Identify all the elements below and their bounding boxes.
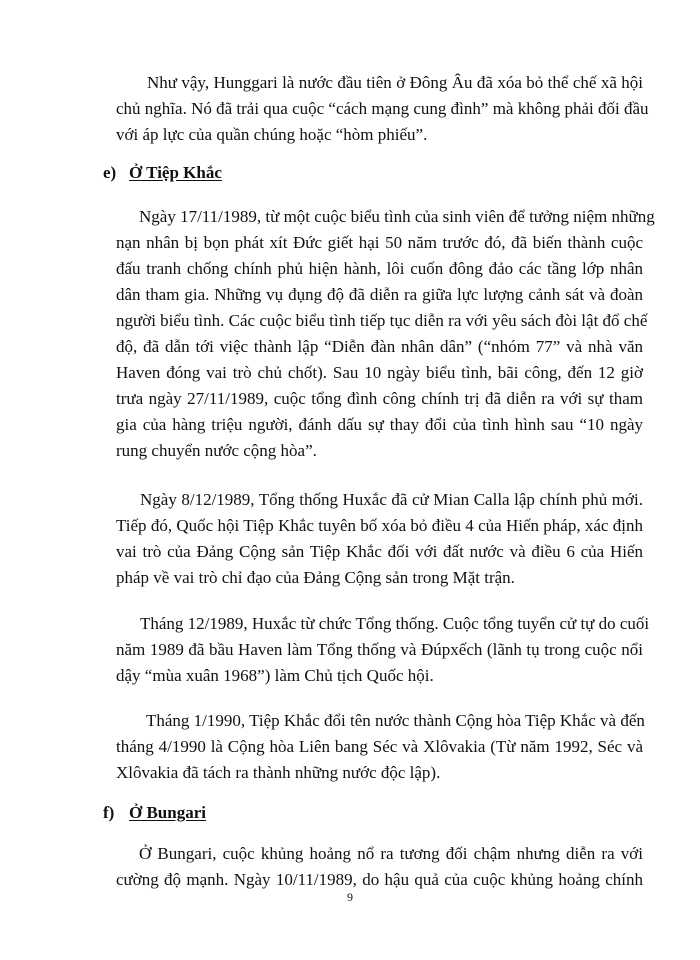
section-title: Ở Tiệp Khắc [129,163,222,182]
section-title: Ở Bungari [129,803,206,822]
text-line: cường độ mạnh. Ngày 10/11/1989, do hậu quả của cuộc khủng hoảng chính [116,870,643,889]
text-line: rung chuyển nước cộng hòa”. [116,441,317,460]
section-heading [103,163,222,183]
text-line: đấu tranh chống chính phủ hiện hành, lôi cuốn đông đảo các tầng lớp nhân [116,259,643,278]
text-line: trưa ngày 27/11/1989, cuộc tổng đình công chính trị đã diễn ra với sự tham [116,389,643,408]
section-letter: f) [103,803,115,822]
text-line: Tiếp đó, Quốc hội Tiệp Khắc tuyên bố xóa bỏ điều 4 của Hiến pháp, xác định [116,516,643,535]
text-line: Xlôvakia đã tách ra thành những nước độc lập). [116,763,441,782]
text-line: vai trò của Đảng Cộng sản Tiệp Khắc đối với đất nước và điều 6 của Hiến [116,542,643,561]
text-line: dân tham gia. Những vụ đụng độ đã diễn ra giữa lực lượng cảnh sát và đoàn [116,285,643,304]
page-number: 9 [347,890,353,904]
text-line: Ở Bungari, cuộc khủng hoảng nổ ra tương đối chậm nhưng diễn ra với [139,844,643,863]
text-line: dậy “mùa xuân 1968”) làm Chủ tịch Quốc hội. [116,666,434,685]
text-line: với áp lực của quần chúng hoặc “hòm phiếu”. [116,125,428,144]
text-line: Haven đóng vai trò chủ chốt). Sau 10 ngày biểu tình, bãi công, đến 12 giờ [116,363,643,382]
text-line: độ, đã dẫn tới việc thành lập “Diễn đàn nhân dân” (“nhóm 77” và nhà văn [116,337,643,356]
section-heading [103,803,206,823]
section-letter: e) [103,163,117,182]
text-line: Ngày 17/11/1989, từ một cuộc biểu tình của sinh viên để tưởng niệm những [139,207,655,226]
text-line: Tháng 12/1989, Huxắc từ chức Tổng thống. Cuộc tổng tuyển cử tự do cuối [140,614,650,633]
text-line: chủ nghĩa. Nó đã trải qua cuộc “cách mạng cung đình” mà không phải đối đầu [116,99,649,118]
text-line: Tháng 1/1990, Tiệp Khắc đổi tên nước thành Cộng hòa Tiệp Khắc và đến [146,711,645,730]
text-line: gia của hàng triệu người, đánh dấu sự thay đổi của tình hình sau “10 ngày [116,415,643,434]
text-line: người biểu tình. Các cuộc biểu tình tiếp tục diễn ra với yêu sách đòi lật đổ chế [116,311,648,330]
text-line: nạn nhân bị bọn phát xít Đức giết hại 50 năm trước đó, đã biến thành cuộc [116,233,643,252]
text-line: tháng 4/1990 là Cộng hòa Liên bang Séc và Xlôvakia (Từ năm 1992, Séc và [116,737,643,756]
text-line: pháp về vai trò chỉ đạo của Đảng Cộng sản trong Mặt trận. [116,568,515,587]
text-line: năm 1989 đã bầu Haven làm Tổng thống và Đúpxếch (lãnh tụ trong cuộc nổi [116,640,643,659]
text-line: Như vậy, Hunggari là nước đầu tiên ở Đông Âu đã xóa bỏ thể chế xã hội [147,73,643,92]
text-line: Ngày 8/12/1989, Tổng thống Huxắc đã cử Mian Calla lập chính phủ mới. [140,490,643,509]
